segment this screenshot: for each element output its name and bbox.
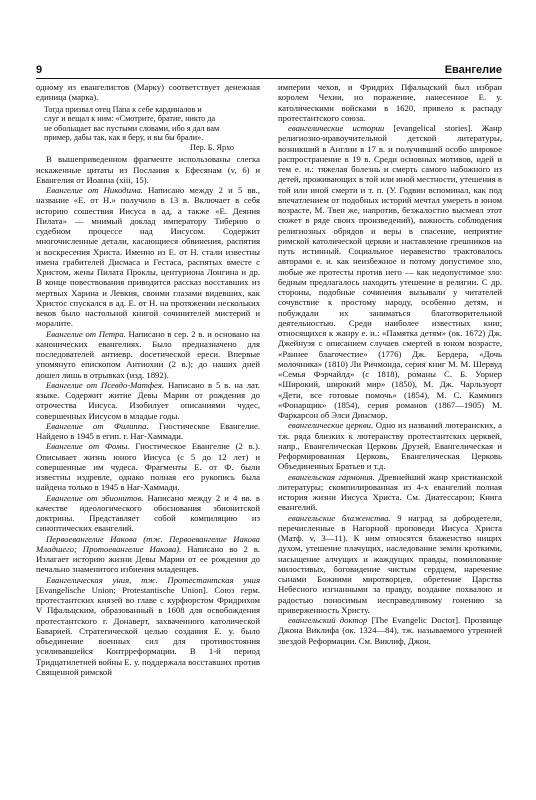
- entry-term: Евангелическая уния, тж. Протестантская уния: [46, 574, 260, 585]
- quote-line: пример, дабы так, как я беру, и вы бы брали».: [44, 133, 204, 143]
- entry: [36, 329, 260, 380]
- entry-term: Евангелие от Псевдо-Матфея.: [46, 379, 165, 390]
- entry: [278, 472, 502, 513]
- entry-text: Написано в сер. 2 в. и основано на канонических евангелиях. Было предназначено для последователей антиевр. docетической ереси. Впервые упомянуто епископом Антиохии (2 в.); до наших дней дошел лишь в отрывках (изд. 1892).: [36, 328, 260, 380]
- entry-term: Евангелие от Филиппа.: [46, 420, 149, 431]
- entry-text: [evangelical stories]. Жанр религиозно-нравоучительной детской литературы, возникший в Англии в 17 в. и получивший особо широкое распространение в 19 в. Среди основных мотивов, идей и тем е. и.: тяжелая болезнь и смерть самого набожного из детей, проживающих в той или иной местности, утешения в той или иной смерти и т. п. (У. Годвин вспоминал, как под впечатлением от подобных историй мечтал умереть в юном возрасте, М. Твен же, напротив, безжалостно высмеял этот сюжет в ряде своих произведений), важность соблюдения религиозных обрядов и веры в спасение, неприятие римской католической церкви и наставление грешников на путь истинный. Социальное неравенство трактовалось авторами е. и. как неизбежное и потому допустимое зло, любые же протесты против него — как недопустимое зло: бедным предлагалось находить утешение в религии. С др. стороны, подобные сочинения вызывали у читателей сочувствие к простому народу, особенно детям, и побуждали их заниматься благотворительной деятельностью. Среди наиболее известных книг, относящихся к жанру е. и.: «Памятка детям» (ок. 1672) Дж. Джейнуэя с описанием случаев смертей в юном возрасте, «Раннее благочестие» (1776) Дж. Бердера, «Дочь молочника» (1810) Ли Ричмонда, серия книг М. М. Шервуд «Семья Фэрчайлд» (с 1818), романы С. Б. Уорнер «Широкий, широкий мир» (1850), М. Дж. Чарльзуорт «Дети, все готовые помочь» (1854), М. С. Камминз «Фонарщик» (1854), серия романов (1867—1905) М. Фаркарсон об Элси Динсмор.: [278, 123, 502, 420]
- page-number: 9: [36, 64, 43, 76]
- entry-text: Написано во 2 в. Излагает историю жизни Девы Марии от ее рождения до печально знаменитого избиения младенцев.: [36, 543, 260, 575]
- entry: [36, 421, 260, 442]
- entry-text: [Evangelische Union; Protestantische Union]. Союз герм. протестантских князей во главе с курфюрстом Фридрихом V Пфальцским, образованный в 1608 для освобождения протестантского г. Донаверт, захваченного католической Баварией. Стратегической целью создания Е. у. было объединение военных сил для противостояния усиливавшейся Контрреформации. В 1-й период Тридцатилетней войны Е. у. поддержала восставших против Священной римской: [36, 584, 260, 677]
- entry: [36, 380, 260, 421]
- entry-text: 9 наград за добродетели, перечисленные в Нагорной проповеди Иисуса Христа (Матф. v, 3—11). К ним относятся блаженство нищих духом, утешение плачущих, наследование земли кроткими, насыщение алчущих и жаждущих правды, помилование милостивых, боговидение чистым сердцем, наречение сынами Божиими миротворцев, обретение Царства Небесного изгнанными за правду, воздание похвалою и радостью поносимым несправедливому гонению за приверженность Христу.: [278, 512, 502, 615]
- entry: [36, 185, 260, 329]
- entry: [36, 575, 260, 678]
- entry-text: Одно из названий лютеранских, а тж. ряда близких к лютеранству протестантских церквей, напр., Евангелическая Церковь Друзей, Евангелическая и Реформированная Церковь, Евангелическая Церковь Объединенных Братьев и т.д.: [278, 420, 502, 472]
- entry: [278, 420, 502, 471]
- entry-text: Написано между 2 и 4 вв. в качестве идеологического обоснования эбионитской доктрины. Представляет собой компиляцию из синоптических евангелий.: [36, 492, 260, 534]
- entry-term: Евангелие от Петра.: [46, 328, 126, 339]
- quote-line: не обольщает вас пустыми словами, ибо я дал вам: [44, 123, 220, 133]
- entry: [36, 493, 260, 534]
- entry-term: Евангелие от Никодима.: [46, 185, 143, 196]
- entry-term: Евангелие от эбионитов.: [46, 492, 144, 503]
- entry-text: Написано между 2 и 5 вв., название «Е. от Н.» получило в 13 в. Включает в себя историю сошествия Иисуса в ад, а также «Е. Деяния Пилата» — мнимый доклад императору Тиберию о судебном процессе над Иисусом. Содержит многочисленные детали, касающиеся обвинения, распятия и воскресения Христа. Именно из Е. от Н. стали известны имена грабителей Дисмаса и Гестаса, распятых вместе с Христом, жены Пилата Проклы, центуриона Лонгина и др. В конце повествования приводится рассказ восставших из мертвых Харина и Левкия, своими глазами видевших, как Христос спускался в ад. Е. от Н. на протяжении нескольких веков было настольной книгой сочинителей мистерий и моралите.: [36, 185, 260, 329]
- entry-term: евангельская гармония.: [288, 471, 375, 482]
- entry-term: евангельский доктор: [288, 615, 368, 625]
- intro-paragraph: одному из евангелистов (Марку) соответствует денежная единица (марка).: [36, 82, 260, 103]
- entry: [278, 615, 502, 646]
- entry-text: Древнейший жанр христианской литературы; скомпилированная из 4-х евангелий полная история жизни Иисуса Христа. См. Диатессарон; Книга евангелий.: [278, 471, 502, 513]
- entry-text: [The Evangelic Doctor]. Прозвище Джона Виклифа (ок. 1324—84), тж. называемого утренней звездой Реформации. См. Виклиф, Джон.: [278, 615, 502, 646]
- entry: [278, 123, 502, 420]
- entry-term: евангелические церкви.: [288, 420, 374, 431]
- quote-line: Тогда призвал отец Папа к себе кардиналов и: [44, 104, 202, 114]
- continuation-paragraph: империи чехов, и Фридрих Пфальцский был избран королем Чехии, но поражение, нанесенное Е. у. католическими войсками в 1620, привело к распаду протестантского союза.: [278, 82, 502, 123]
- entry: [36, 534, 260, 575]
- quote-line: слуг и вещал к ним: «Смотрите, братие, никто да: [44, 114, 216, 124]
- after-quote-paragraph: В вышеприведенном фрагменте использованы слегка искаженные цитаты из Послания к Ефесянам (v, 6) и Евангелия от Иоанна (xiii, 15).: [36, 154, 260, 185]
- entry: [278, 513, 502, 616]
- running-head: Евангелие: [444, 64, 502, 76]
- entry-text: Гностическое Евангелие. Найдено в 1945 в егип. г. Наг-Хаммади.: [36, 420, 260, 442]
- right-column: [278, 82, 502, 762]
- entry-term: Первоевангелие Иакова (тж. Первоевангелие Иакова Младшего; Протоевангелие Иакова).: [36, 533, 260, 554]
- quote-author: Пер. Б. Ярхо: [190, 142, 234, 152]
- entry-text: Гностическое Евангелие (2 в.). Описывает жизнь юного Иисуса (с 5 до 12 лет) и совершенные им чудеса. Фрагменты Е. от Ф. были известны издревле, однако полная его рукопись была найдена только в 1945 в Наг-Хаммади.: [36, 441, 260, 493]
- entry-term: евангельские блаженства.: [288, 512, 391, 523]
- header-rule: [36, 78, 502, 79]
- page-header: [36, 64, 502, 78]
- entry-text: Написано в 5 в. на лат. языке. Содержит житие Девы Марии от рождения до отрочества Иисуса. Изобилует описаниями чудес, совершенных Иисусом в младые годы.: [36, 379, 260, 421]
- entry: [36, 441, 260, 492]
- entry-term: евангелические истории: [288, 123, 385, 133]
- entry-term: Евангелие от Фомы.: [46, 441, 130, 452]
- left-column: [36, 82, 260, 762]
- quote-block: [44, 105, 260, 153]
